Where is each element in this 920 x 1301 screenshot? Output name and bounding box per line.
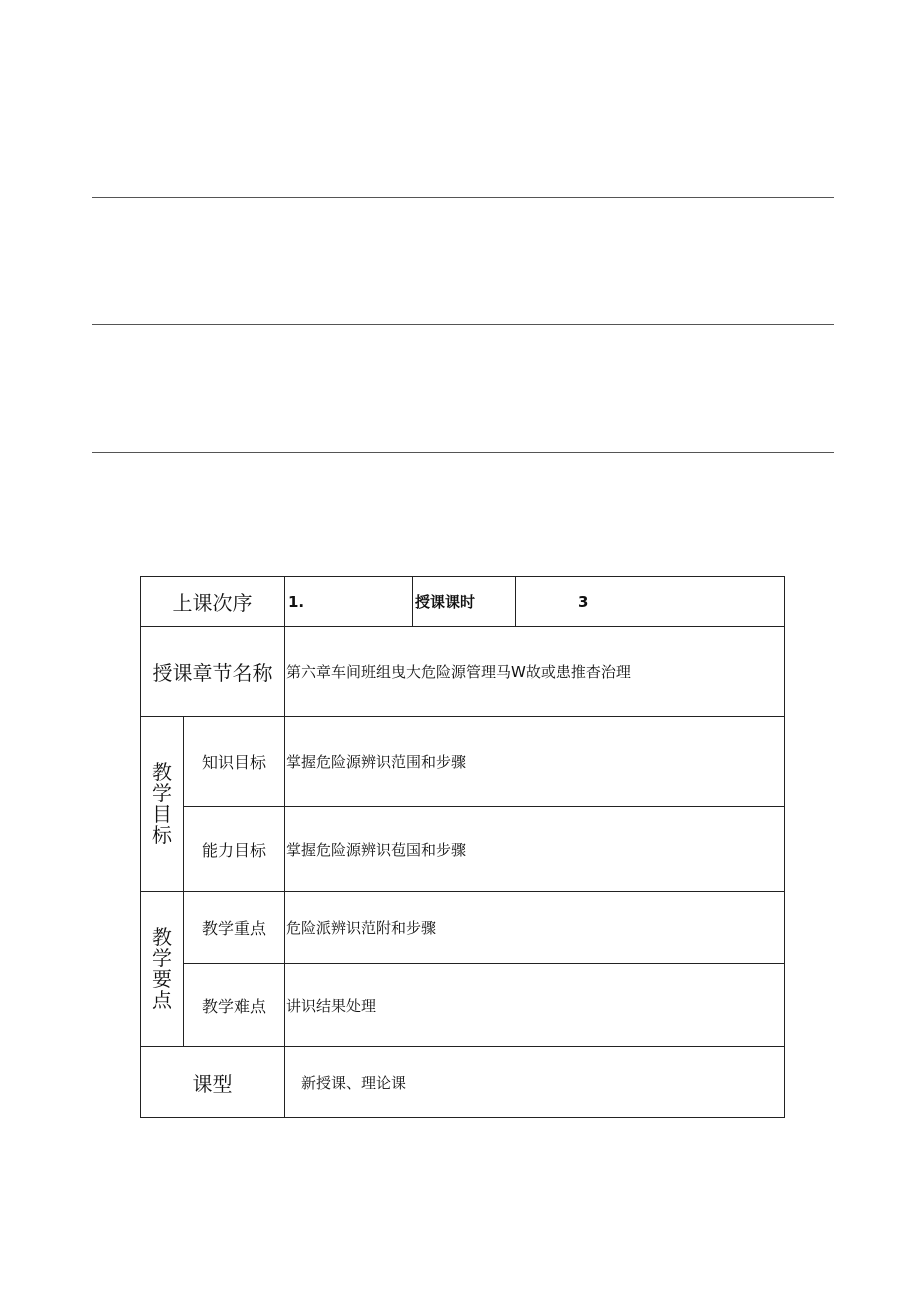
difficulty-label-cell — [183, 963, 285, 1047]
session-value-cell — [284, 576, 413, 627]
points-char: 教 — [152, 925, 172, 949]
hours-label-cell — [412, 576, 516, 627]
type-value: 新授课、理论课 — [301, 1073, 407, 1092]
type-value-cell — [284, 1046, 785, 1118]
objectives-char: 标 — [152, 823, 172, 847]
chapter-label-cell — [140, 626, 285, 717]
key-label: 教学重点 — [201, 919, 266, 938]
difficulty-value: 讲识结果处理 — [286, 996, 377, 1015]
points-group-cell — [140, 891, 184, 1047]
hours-value-cell — [515, 576, 785, 627]
objectives-char: 学 — [152, 781, 172, 805]
header-rule-1 — [92, 197, 834, 198]
objectives-char: 教 — [152, 760, 172, 784]
header-rule-2 — [92, 324, 834, 325]
session-value: 1. — [288, 592, 305, 611]
hours-value: 3 — [578, 592, 589, 611]
ability-label: 能力目标 — [201, 840, 266, 860]
knowledge-label: 知识目标 — [201, 753, 266, 772]
points-char: 点 — [152, 988, 172, 1012]
ability-label-cell — [183, 806, 285, 892]
objectives-group-cell — [140, 716, 184, 892]
chapter-value: 第六章车间班组曳大危险源管理马W故或患推杳治理 — [286, 663, 631, 681]
key-value: 危险派辨识范附和步骤 — [286, 919, 437, 937]
session-label: 上课次序 — [172, 591, 253, 615]
knowledge-value-cell — [284, 716, 785, 807]
session-label-cell — [140, 576, 285, 627]
type-label: 课型 — [192, 1071, 233, 1096]
difficulty-label: 教学难点 — [201, 996, 266, 1016]
chapter-value-cell — [284, 626, 785, 717]
knowledge-label-cell — [183, 716, 285, 807]
knowledge-value: 掌握危险源辨识范围和步骤 — [286, 753, 467, 771]
ability-value: 掌握危险源辨识苞国和步骤 — [286, 840, 467, 859]
header-rule-3 — [92, 452, 834, 453]
hours-label: 授课课时 — [415, 593, 476, 611]
difficulty-value-cell — [284, 963, 785, 1047]
points-char: 要 — [152, 967, 172, 991]
objectives-char: 目 — [152, 802, 172, 826]
key-value-cell — [284, 891, 785, 964]
points-char: 学 — [152, 946, 172, 970]
key-label-cell — [183, 891, 285, 964]
chapter-label: 授课章节名称 — [152, 661, 273, 685]
ability-value-cell — [284, 806, 785, 892]
type-label-cell — [140, 1046, 285, 1118]
